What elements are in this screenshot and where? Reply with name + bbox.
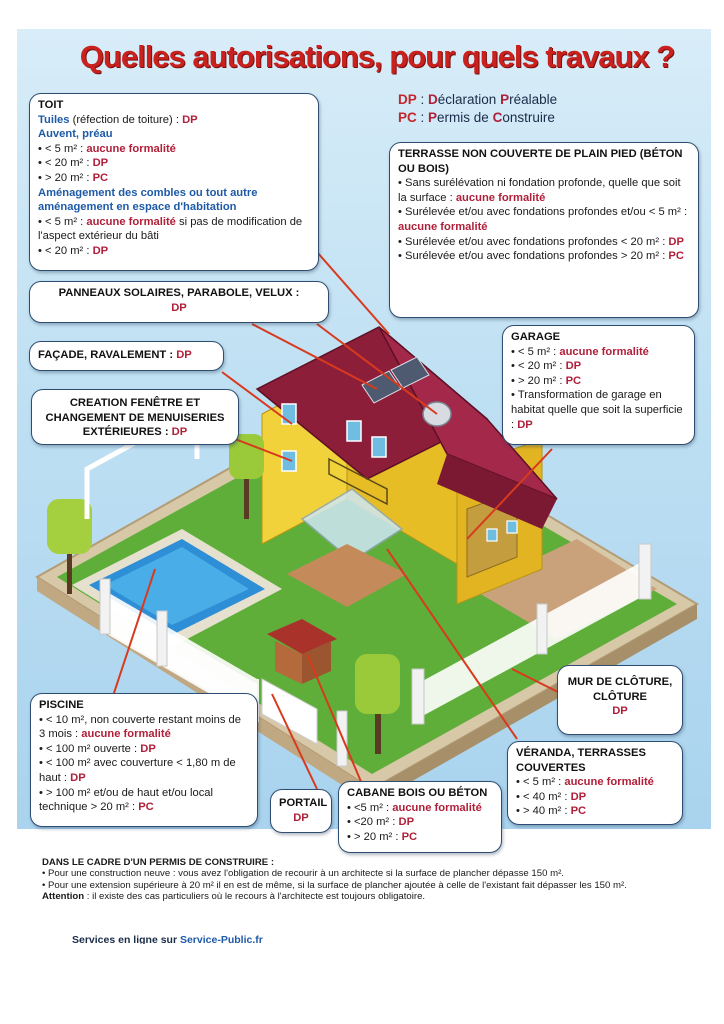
piscine-line (39, 742, 249, 757)
legend-pc-word: ermis de (437, 110, 493, 125)
cabane-box (338, 781, 502, 853)
window (487, 529, 497, 541)
window (282, 451, 296, 471)
footer-attention-text: : il existe des cas particuliers où le recours à l'architecte est toujours obligatoire. (84, 891, 426, 903)
item-label: • < 5 m² : (38, 142, 87, 155)
item-value: aucune formalité (559, 345, 649, 358)
terrasse-line (398, 235, 690, 250)
item-label: • > 100 m² et/ou de haut et/ou local technique > 20 m² : (39, 786, 214, 814)
services-line (72, 934, 263, 944)
item-value: DP (92, 244, 109, 257)
fence-post (157, 611, 167, 666)
legend-pc-abbr: PC (398, 110, 417, 125)
item-value: DP (517, 418, 533, 431)
item-label: • > 40 m² : (516, 805, 571, 818)
legend-sep: : (416, 92, 429, 107)
footer-notes (42, 857, 702, 903)
item-label: • < 5 m² : (38, 215, 87, 228)
legend-pc (398, 109, 557, 127)
page-title: Quelles autorisations, pour quels travaux ? (79, 39, 675, 74)
panneaux-heading: PANNEAUX SOLAIRES, PARABOLE, VELUX : (58, 287, 300, 299)
terrasse-line (398, 249, 690, 264)
toit-tuiles (38, 113, 310, 128)
toit-auvent-item (38, 171, 310, 186)
toit-tuiles-label: Tuiles (38, 113, 70, 126)
garage-item (511, 345, 686, 360)
legend-dp (398, 91, 557, 109)
panneaux-value: DP (171, 301, 187, 314)
toit-tuiles-detail: (réfection de toiture) : (69, 113, 183, 126)
fence-post (100, 579, 110, 634)
item-label: • > 20 m² : (347, 830, 402, 843)
legend-pc-word: onstruire (502, 110, 555, 125)
item-label: • <5 m² : (347, 801, 393, 814)
fenetre-box (31, 389, 239, 445)
item-value: PC (92, 171, 109, 184)
item-label: • < 20 m² : (511, 360, 566, 373)
terrasse-line (398, 205, 690, 234)
legend-dp-word: éclaration (437, 92, 501, 107)
garage-transformation (511, 388, 686, 432)
item-label: • < 10 m², non couverte restant moins de 3 mois : (39, 713, 241, 741)
facade-heading: FAÇADE, RAVALEMENT : (38, 349, 177, 361)
mur-value: DP (612, 705, 628, 718)
legend-dp-letter: D (428, 92, 438, 107)
window (347, 421, 361, 441)
item-value: aucune formalité (564, 776, 654, 789)
fence-post (412, 669, 424, 724)
garage-heading: GARAGE (511, 331, 561, 343)
item-value: DP (668, 235, 684, 248)
cabane-item (347, 801, 493, 816)
item-label: • < 40 m² : (516, 790, 571, 803)
footer-attention-label: Attention (42, 891, 85, 903)
fenetre-value: DP (171, 426, 188, 439)
legend-dp-letter: P (500, 92, 510, 107)
cabane-item (347, 815, 493, 830)
piscine-box (30, 693, 258, 827)
item-value: PC (138, 801, 154, 814)
tree-crown (355, 654, 400, 714)
tree-trunk (375, 709, 381, 754)
tree-trunk (67, 549, 72, 594)
piscine-heading: PISCINE (39, 699, 84, 711)
item-label: • Surélevée et/ou avec fondations profondes < 20 m² : (398, 235, 669, 248)
toit-auvent-heading: Auvent, préau (38, 128, 113, 141)
garage-item (511, 359, 686, 374)
toit-box (29, 93, 319, 271)
item-label: • < 20 m² : (38, 157, 93, 170)
item-label: • < 5 m² : (511, 345, 560, 358)
window (372, 437, 386, 457)
item-rest: si pas de modification de l'aspect extérieur du bâti (38, 215, 303, 243)
item-value: aucune formalité (86, 142, 176, 155)
garage-item (511, 374, 686, 389)
item-label: • > 20 m² : (511, 374, 566, 387)
item-value: DP (92, 157, 109, 170)
item-value: PC (401, 830, 418, 843)
fence-post (537, 604, 547, 654)
portail-heading: PORTAIL (279, 797, 328, 809)
toit-heading: TOIT (38, 99, 64, 111)
legend-pc-letter: C (492, 110, 503, 125)
item-value: aucune formalité (455, 191, 546, 204)
toit-auvent-item (38, 142, 310, 157)
legend-sep: : (416, 110, 429, 125)
portail-value: DP (293, 811, 309, 824)
item-label: • <20 m² : (347, 816, 399, 829)
item-value: PC (570, 805, 587, 818)
window (507, 521, 517, 533)
legend-dp-abbr: DP (398, 92, 417, 107)
item-label: • < 100 m² ouverte : (39, 742, 141, 755)
item-value: DP (70, 771, 86, 784)
legend-dp-word: réalable (509, 92, 558, 107)
poster (17, 29, 711, 944)
item-value: aucune formalité (86, 215, 176, 228)
veranda-item (516, 790, 674, 805)
fenetre-heading: CREATION FENÊTRE ET CHANGEMENT DE MENUISERIES EXTÉRIEURES : (45, 397, 225, 439)
panneaux-box (29, 281, 329, 323)
veranda-heading: VÉRANDA, TERRASSES COUVERTES (516, 747, 646, 774)
item-label: • < 100 m² avec couverture < 1,80 m de haut : (39, 757, 236, 784)
piscine-line (39, 756, 249, 785)
item-value: DP (398, 816, 415, 829)
veranda-item (516, 775, 674, 790)
mur-heading: MUR DE CLÔTURE, CLÔTURE (567, 676, 673, 703)
item-value: DP (565, 360, 582, 373)
facade-box (29, 341, 224, 371)
footer-line: • Pour une extension supérieure à 20 m² il en est de même, si la surface de plancher ajoutée à celle de l'existant fait dépasser les 150 m². (42, 879, 627, 891)
toit-amenagement-line1 (38, 215, 310, 244)
item-value: aucune formalité (81, 728, 171, 741)
cabane-heading: CABANE BOIS OU BÉTON (347, 787, 488, 799)
facade-value: DP (176, 349, 192, 361)
item-label: • Surélevée et/ou avec fondations profondes et/ou < 5 m² : (398, 206, 688, 219)
service-public-link[interactable]: Service-Public.fr (179, 934, 263, 944)
item-value: PC (565, 374, 582, 387)
terrasse-heading: TERRASSE NON COUVERTE DE PLAIN PIED (BÉTON OU BOIS) (398, 148, 683, 175)
legend (398, 91, 557, 127)
item-label: • < 5 m² : (516, 776, 565, 789)
toit-amenagement-line2 (38, 244, 310, 259)
toit-tuiles-value: DP (182, 113, 198, 126)
item-value: aucune formalité (398, 220, 488, 233)
item-value: PC (668, 250, 684, 263)
terrasse-box (389, 142, 699, 318)
veranda-box (507, 741, 683, 825)
piscine-line (39, 713, 249, 742)
toit-auvent-item (38, 156, 310, 171)
fence-post (639, 544, 651, 599)
footer-line: • Pour une construction neuve : vous avez l'obligation de recourir à un architecte si la surface de plancher dépasse 150 m². (42, 868, 564, 880)
terrasse-line (398, 176, 690, 205)
portail-box (270, 789, 332, 833)
footer-heading: DANS LE CADRE D'UN PERMIS DE CONSTRUIRE : (42, 857, 275, 868)
legend-pc-letter: P (428, 110, 438, 125)
item-label: • Surélevée et/ou avec fondations profondes > 20 m² : (398, 250, 669, 263)
item-label: • Transformation de garage en habitat quelle que soit la superficie : (511, 389, 683, 431)
item-label: • Sans surélévation ni fondation profonde, quelle que soit la surface : (398, 177, 681, 204)
item-value: aucune formalité (392, 801, 482, 814)
veranda-item (516, 804, 674, 819)
item-value: DP (570, 790, 587, 803)
item-label: • > 20 m² : (38, 171, 93, 184)
toit-amenagement-heading: Aménagement des combles ou tout autre aménagement en espace d'habitation (38, 186, 258, 214)
services-prefix: Services en ligne sur (72, 934, 180, 944)
cabane-item (347, 830, 493, 845)
mur-box (557, 665, 683, 735)
item-value: DP (140, 742, 156, 755)
item-label: • < 20 m² : (38, 244, 93, 257)
footer-attention (42, 891, 702, 902)
garage-box (502, 325, 695, 445)
piscine-line (39, 786, 249, 815)
tree-trunk (244, 474, 249, 519)
